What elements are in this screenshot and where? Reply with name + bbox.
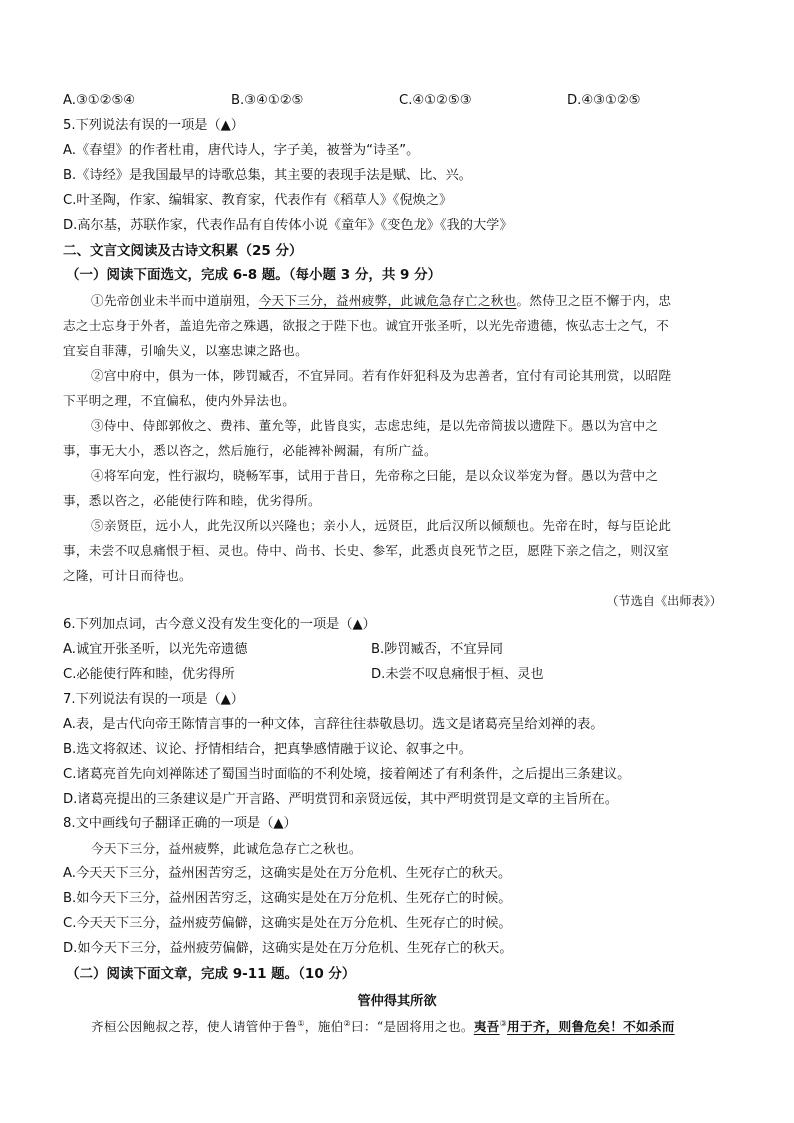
- passage-p3-line1: ③侍中、侍郎郭攸之、费祎、董允等，此皆良实，志虑忠纯，是以先帝简拔以遗陛下。愚以为宫中之: [91, 418, 659, 433]
- passage-p5-line2: 事，未尝不叹息痛恨于桓、灵也。侍中、尚书、长史、参军，此悉贞良死节之臣，愿陛下亲之信之，则汉室: [63, 543, 670, 558]
- q8-option-b: B.如今天下三分，益州困苦穷乏，这确实是处在万分危机、生死存亡的时候。: [63, 891, 512, 906]
- q5-option-a: A.《春望》的作者杜甫，唐代诗人，字子美，被誉为“诗圣”。: [63, 143, 420, 158]
- q4-option-b: B.③④①②⑤: [231, 93, 304, 108]
- passage-p4-line2: 事，悉以咨之，必能使行阵和睦，优劣得所。: [63, 493, 321, 508]
- q8-stem: 8.文中画线句子翻译正确的一项是（▲）: [63, 816, 297, 831]
- q5-option-c: C.叶圣陶，作家、编辑家、教育家，代表作有《稻草人》《倪焕之》: [63, 193, 453, 208]
- passage-p5-line1: ⑤亲贤臣，远小人，此先汉所以兴隆也；亲小人，远贤臣，此后汉所以倾颓也。先帝在时，每与臣论此: [91, 518, 672, 533]
- article-underlined-2: 用于齐，则鲁危矣！不如杀而: [507, 1019, 675, 1035]
- footnote-2: ②: [343, 1019, 351, 1028]
- q7-option-c: C.诸葛亮首先向刘禅陈述了蜀国当时面临的不利处境，接着阐述了有利条件，之后提出三条建议。: [63, 767, 631, 782]
- q6-option-d: D.未尝不叹息痛恨于桓、灵也: [371, 667, 544, 682]
- article-line1-a: 齐桓公因鲍叔之荐，使人请管仲于鲁: [91, 1019, 298, 1035]
- passage-source: （节选自《出师表》）: [606, 594, 722, 608]
- section2-title: 二、文言文阅读及古诗文积累（25 分）: [63, 243, 303, 259]
- q6-option-c: C.必能使行阵和睦，优劣得所: [63, 667, 235, 682]
- passage-p1-start: ①先帝创业未半而中道崩殂，: [91, 293, 259, 308]
- q4-option-a: A.③①②⑤④: [63, 93, 136, 108]
- q7-option-b: B.选文将叙述、议论、抒情相结合，把真挚感情融于议论、叙事之中。: [63, 742, 472, 757]
- passage-p2-line1: ②宫中府中，俱为一体，陟罚臧否，不宜异同。若有作奸犯科及为忠善者，宜付有司论其刑赏，以昭陛: [91, 368, 672, 383]
- q7-option-a: A.表，是古代向帝王陈情言事的一种文体，言辞往往恭敬恳切。选文是诸葛亮呈给刘禅的表。: [63, 717, 604, 732]
- passage-p3-line2: 事，事无大小，悉以咨之，然后施行，必能裨补阙漏，有所广益。: [63, 443, 437, 458]
- passage-p1-line3: 宜妄自菲薄，引喻失义，以塞忠谏之路也。: [63, 343, 308, 358]
- article-line1-b: ，施伯: [304, 1019, 344, 1035]
- article-line1: [91, 1015, 675, 1036]
- footnote-3: ③: [499, 1019, 508, 1028]
- section2-sub1: （一）阅读下面选文，完成 6-8 题。（每小题 3 分，共 9 分）: [66, 267, 442, 283]
- q8-option-a: A.今天天下三分，益州困苦穷乏，这确实是处在万分危机、生死存亡的秋天。: [63, 866, 512, 881]
- passage-p2-line2: 下平明之理，不宜偏私，使内外异法也。: [63, 393, 296, 408]
- section2-sub2: （二）阅读下面文章，完成 9-11 题。（10 分）: [66, 966, 356, 982]
- article-underlined-1: 夷吾: [473, 1019, 500, 1035]
- q4-option-c: C.④①②⑤③: [399, 93, 472, 108]
- q5-option-d: D.高尔基，苏联作家，代表作品有自传体小说《童年》《变色龙》《我的大学》: [63, 218, 513, 233]
- q7-stem: 7.下列说法有误的一项是（▲）: [63, 692, 244, 707]
- footnote-1: ①: [297, 1019, 305, 1028]
- passage-p1-line2: 志之士忘身于外者，盖追先帝之殊遇，欲报之于陛下也。诚宜开张圣听，以光先帝遗德，恢弘志士之气，不: [63, 318, 670, 333]
- q6-option-a: A.诚宜开张圣听，以光先帝遗德: [63, 642, 248, 657]
- passage-p1-line1: [91, 292, 671, 310]
- q6-option-b: B.陟罚臧否，不宜异同: [371, 642, 503, 657]
- passage-p1-end: 。然侍卫之臣不懈于内，忠: [516, 293, 672, 308]
- article-line1-c: 曰：“是固将用之也。: [350, 1019, 474, 1035]
- q7-option-d: D.诸葛亮提出的三条建议是广开言路、严明赏罚和亲贤远佞，其中严明赏罚是文章的主旨所在。: [63, 792, 619, 807]
- q8-option-d: D.如今天下三分，益州疲劳偏僻，这确实是处在万分危机、生死存亡的秋天。: [63, 941, 513, 956]
- q8-option-c: C.今天天下三分，益州疲劳偏僻，这确实是处在万分危机、生死存亡的时候。: [63, 916, 512, 931]
- q5-stem: 5.下列说法有误的一项是（▲）: [63, 118, 244, 133]
- q4-option-d: D.④③①②⑤: [567, 93, 641, 108]
- passage-p5-line3: 之隆，可计日而待也。: [63, 568, 192, 583]
- passage-underlined-sentence: 今天下三分，益州疲弊，此诚危急存亡之秋也: [258, 293, 517, 308]
- q8-quote: 今天下三分，益州疲弊，此诚危急存亡之秋也。: [91, 841, 362, 856]
- q6-stem: 6.下列加点词，古今意义没有发生变化的一项是（▲）: [63, 617, 376, 632]
- passage-p4-line1: ④将军向宠，性行淑均，晓畅军事，试用于昔日，先帝称之曰能，是以众议举宠为督。愚以为营中之: [91, 468, 659, 483]
- article-title: 管仲得其所欲: [357, 994, 437, 1009]
- q5-option-b: B.《诗经》是我国最早的诗歌总集，其主要的表现手法是赋、比、兴。: [63, 168, 472, 183]
